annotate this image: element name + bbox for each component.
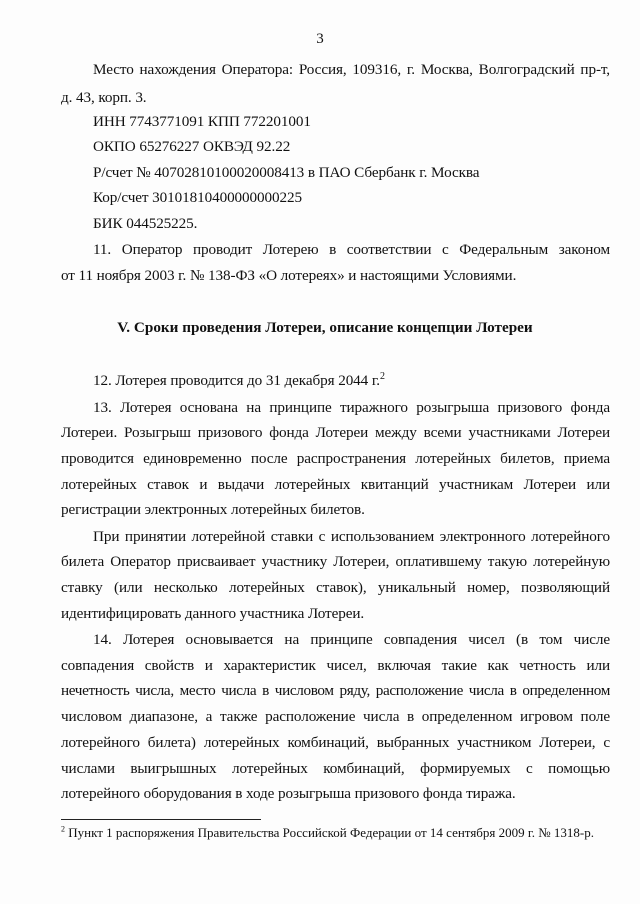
- clause-14-line-2: совпадения свойств и характеристик чисел, включая такие как четность или: [61, 657, 610, 674]
- clause-14-line-6: числами выигрышных лотерейных комбинаций, формируемых с помощью: [61, 760, 610, 777]
- clause-14-line-1: 14. Лотерея основывается на принципе совпадения чисел (в том числе: [93, 631, 610, 648]
- electronic-paragraph-line-3: ставку (или несколько лотерейных ставок), уникальный номер, позволяющий: [61, 579, 610, 596]
- page-number: 3: [316, 31, 324, 47]
- bik: БИК 044525225.: [93, 215, 198, 232]
- clause-11-line-2: от 11 ноября 2003 г. № 138-ФЗ «О лотереях» и настоящими Условиями.: [61, 267, 517, 284]
- clause-13-line-1: 13. Лотерея основана на принципе тиражного розыгрыша призового фонда: [93, 399, 610, 416]
- electronic-paragraph-line-1: При принятии лотерейной ставки с использованием электронного лотерейного: [93, 528, 610, 545]
- clause-13-line-3: проводится единовременно после распространения лотерейных билетов, приема: [61, 450, 610, 467]
- footnote-divider: [61, 819, 261, 820]
- footnote: [61, 825, 594, 841]
- correspondent-account: Кор/счет 30101810400000000225: [93, 189, 303, 206]
- okpo-okved: ОКПО 65276227 ОКВЭД 92.22: [93, 138, 291, 155]
- clause-14-line-7: лотерейного оборудования в ходе розыгрыша призового фонда тиража.: [61, 785, 516, 802]
- operator-location-line-1: Место нахождения Оператора: Россия, 109316, г. Москва, Волгоградский пр-т,: [93, 61, 610, 78]
- clause-12-text: 12. Лотерея проводится до 31 декабря 2044 г.: [93, 372, 380, 389]
- electronic-paragraph-line-4: идентифицировать данного участника Лотереи.: [61, 605, 365, 622]
- operator-location-line-2: д. 43, корп. 3.: [61, 89, 147, 106]
- electronic-paragraph-line-2: билета Оператор присваивает участнику Лотереи, оплатившему такую лотерейную: [61, 553, 610, 570]
- clause-13-line-4: лотерейных ставок и выдачи лотерейных квитанций участникам Лотереи или: [61, 476, 610, 493]
- clause-14-line-3: нечетность числа, место числа в числовом ряду, расположение числа в определенном: [61, 682, 610, 699]
- settlement-account: Р/счет № 40702810100020008413 в ПАО Сбербанк г. Москва: [93, 164, 480, 181]
- inn-kpp: ИНН 7743771091 КПП 772201001: [93, 113, 311, 130]
- clause-14-line-5: лотерейного билета) лотерейных комбинаций, выбранных участником Лотереи, с: [61, 734, 610, 751]
- footnote-text: Пункт 1 распоряжения Правительства Российской Федерации от 14 сентября 2009 г. № 1318-р.: [65, 825, 594, 840]
- footnote-reference: 2: [379, 370, 385, 382]
- clause-14-line-4: числовом диапазоне, а также расположение числа в определенном игровом поле: [61, 708, 610, 725]
- clause-12: [93, 372, 385, 390]
- clause-11-line-1: 11. Оператор проводит Лотерею в соответствии с Федеральным законом: [93, 241, 610, 258]
- footnote-marker: 2: [61, 824, 65, 834]
- section-heading: V. Сроки проведения Лотереи, описание концепции Лотереи: [117, 319, 533, 336]
- clause-13-line-5: регистрации электронных лотерейных билетов.: [61, 501, 365, 518]
- clause-13-line-2: Лотереи. Розыгрыш призового фонда Лотереи между всеми участниками Лотереи: [61, 424, 610, 441]
